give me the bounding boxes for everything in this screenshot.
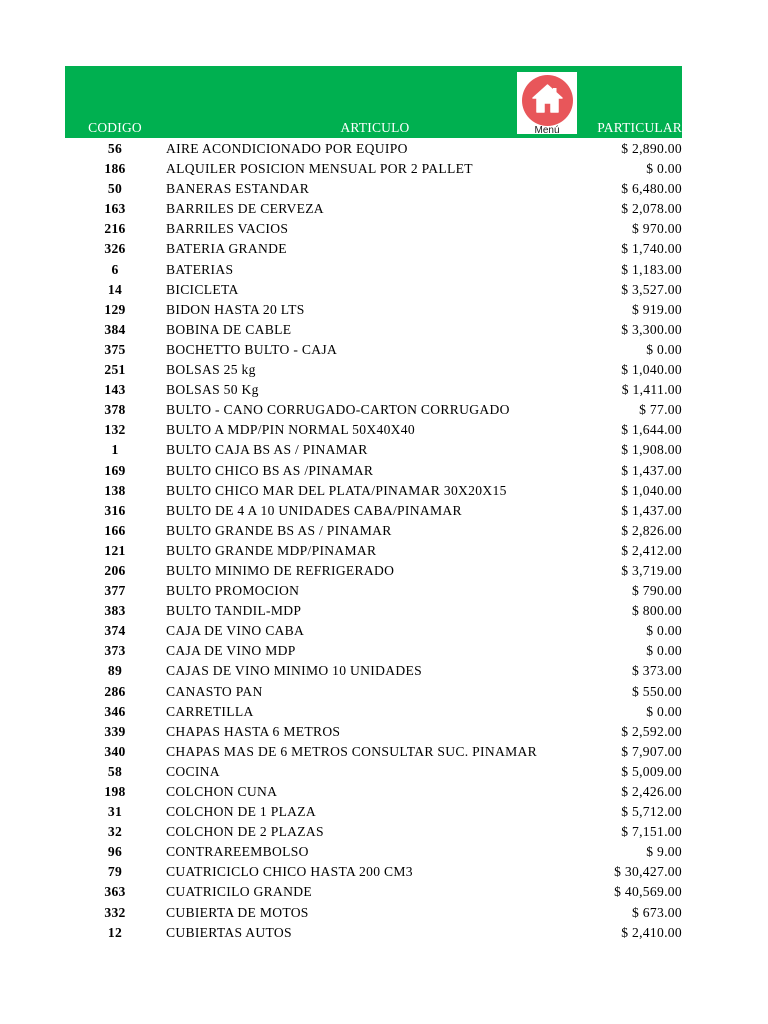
codigo-cell: 316 xyxy=(104,502,126,518)
codigo-cell: 206 xyxy=(104,562,126,578)
articulo-cell: CUBIERTA DE MOTOS xyxy=(166,904,309,920)
table-row xyxy=(65,300,682,320)
codigo-cell: 31 xyxy=(107,804,123,820)
articulo-cell: BOLSAS 50 Kg xyxy=(166,382,259,398)
table-row xyxy=(65,862,682,882)
table-row xyxy=(65,702,682,722)
articulo-cell: BATERIAS xyxy=(166,261,234,277)
table-row xyxy=(65,139,682,159)
codigo-cell: 383 xyxy=(104,603,126,619)
codigo-cell: 6 xyxy=(111,261,119,277)
particular-price-cell: $ 919.00 xyxy=(632,301,682,317)
articulo-cell: BOCHETTO BULTO - CAJA xyxy=(166,341,338,357)
particular-price-cell: $ 673.00 xyxy=(632,904,682,920)
table-row xyxy=(65,159,682,179)
particular-price-cell: $ 2,890.00 xyxy=(621,141,682,156)
articulo-cell: CONTRAREEMBOLSO xyxy=(166,844,309,860)
articulo-cell: CAJAS DE VINO MINIMO 10 UNIDADES xyxy=(166,663,422,679)
table-row xyxy=(65,239,682,259)
table-row xyxy=(65,682,682,702)
table-row xyxy=(65,842,682,862)
particular-price-cell: $ 7,151.00 xyxy=(621,824,682,840)
codigo-cell: 56 xyxy=(107,141,123,156)
table-row xyxy=(65,882,682,902)
articulo-cell: BULTO TANDIL-MDP xyxy=(166,603,302,619)
articulo-cell: CUATRICICLO CHICO HASTA 200 CM3 xyxy=(166,864,413,880)
table-row xyxy=(65,601,682,621)
articulo-cell: BULTO CHICO BS AS /PINAMAR xyxy=(166,462,374,478)
table-row xyxy=(65,561,682,581)
particular-price-cell: $ 970.00 xyxy=(632,221,682,237)
table-row xyxy=(65,461,682,481)
articulo-cell: BULTO GRANDE BS AS / PINAMAR xyxy=(166,522,392,538)
table-row xyxy=(65,320,682,340)
codigo-cell: 12 xyxy=(107,924,123,940)
table-row xyxy=(65,360,682,380)
home-icon xyxy=(522,75,573,126)
codigo-cell: 384 xyxy=(104,321,126,337)
codigo-cell: 377 xyxy=(104,583,126,599)
table-row xyxy=(65,400,682,420)
articulo-cell: BOBINA DE CABLE xyxy=(166,321,292,337)
articulo-cell: BULTO - CANO CORRUGADO-CARTON CORRUGADO xyxy=(166,402,510,418)
articulo-cell: CHAPAS MAS DE 6 METROS CONSULTAR SUC. PINAMAR xyxy=(166,743,537,759)
codigo-cell: 166 xyxy=(104,522,126,538)
articulo-cell: COCINA xyxy=(166,763,220,779)
table-row xyxy=(65,440,682,460)
codigo-cell: 373 xyxy=(104,643,126,659)
articulo-cell: BOLSAS 25 kg xyxy=(166,362,256,378)
particular-price-cell: $ 1,411.00 xyxy=(621,382,682,398)
articulo-cell: AIRE ACONDICIONADO POR EQUIPO xyxy=(166,141,408,156)
menu-label: Menú xyxy=(534,125,560,136)
table-row xyxy=(65,641,682,661)
codigo-cell: 216 xyxy=(104,221,126,237)
articulo-cell: CUBIERTAS AUTOS xyxy=(166,924,292,940)
particular-price-cell: $ 7,907.00 xyxy=(621,743,682,759)
particular-price-cell: $ 6,480.00 xyxy=(621,181,682,197)
table-row xyxy=(65,280,682,300)
particular-price-cell: $ 2,826.00 xyxy=(621,522,682,538)
table-row xyxy=(65,742,682,762)
codigo-cell: 378 xyxy=(104,402,126,418)
articulo-cell: BANERAS ESTANDAR xyxy=(166,181,310,197)
table-row xyxy=(65,340,682,360)
particular-price-cell: $ 5,712.00 xyxy=(621,804,682,820)
codigo-cell: 96 xyxy=(107,844,123,860)
particular-price-cell: $ 1,908.00 xyxy=(621,442,682,458)
particular-price-cell: $ 2,592.00 xyxy=(621,723,682,739)
articulo-cell: BATERIA GRANDE xyxy=(166,241,287,257)
table-row xyxy=(65,199,682,219)
articulo-cell: COLCHON CUNA xyxy=(166,784,278,799)
particular-price-cell: $ 5,009.00 xyxy=(621,763,682,779)
articulo-cell: BARRILES DE CERVEZA xyxy=(166,201,324,217)
articulo-cell: BARRILES VACIOS xyxy=(166,221,289,237)
table-row xyxy=(65,903,682,923)
articulo-cell: BULTO MINIMO DE REFRIGERADO xyxy=(166,562,395,578)
codigo-cell: 79 xyxy=(107,864,123,880)
column-header-articulo: ARTICULO xyxy=(340,120,410,135)
table-row xyxy=(65,802,682,822)
particular-price-cell: $ 1,740.00 xyxy=(621,241,682,257)
articulo-cell: ALQUILER POSICION MENSUAL POR 2 PALLET xyxy=(166,161,473,177)
particular-price-cell: $ 1,040.00 xyxy=(621,362,682,378)
codigo-cell: 286 xyxy=(104,683,126,699)
codigo-cell: 374 xyxy=(104,623,126,639)
table-row xyxy=(65,219,682,239)
codigo-cell: 32 xyxy=(107,824,123,840)
particular-price-cell: $ 2,426.00 xyxy=(621,784,682,799)
codigo-cell: 363 xyxy=(104,884,126,900)
codigo-cell: 58 xyxy=(107,763,123,779)
codigo-cell: 332 xyxy=(104,904,126,920)
table-row xyxy=(65,541,682,561)
articulo-cell: BULTO DE 4 A 10 UNIDADES CABA/PINAMAR xyxy=(166,502,462,518)
particular-price-cell: $ 0.00 xyxy=(646,623,682,639)
articulo-cell: BULTO GRANDE MDP/PINAMAR xyxy=(166,542,377,558)
table-header xyxy=(65,66,682,138)
articulo-cell: CUATRICILO GRANDE xyxy=(166,884,312,900)
articulo-cell: BULTO PROMOCION xyxy=(166,583,300,599)
particular-price-cell: $ 800.00 xyxy=(632,603,682,619)
codigo-cell: 163 xyxy=(104,201,126,217)
menu-button[interactable] xyxy=(517,72,577,134)
codigo-cell: 198 xyxy=(104,784,126,799)
table-row xyxy=(65,762,682,782)
particular-price-cell: $ 0.00 xyxy=(646,341,682,357)
particular-price-cell: $ 1,437.00 xyxy=(621,502,682,518)
particular-price-cell: $ 790.00 xyxy=(632,583,682,599)
particular-price-cell: $ 77.00 xyxy=(639,402,682,418)
articulo-cell: BICICLETA xyxy=(166,281,239,297)
particular-price-cell: $ 2,078.00 xyxy=(621,201,682,217)
price-sheet xyxy=(65,66,682,943)
articulo-cell: CARRETILLA xyxy=(166,703,254,719)
particular-price-cell: $ 30,427.00 xyxy=(614,864,682,880)
codigo-cell: 50 xyxy=(107,181,123,197)
table-row xyxy=(65,521,682,541)
particular-price-cell: $ 3,719.00 xyxy=(621,562,682,578)
codigo-cell: 132 xyxy=(104,422,126,438)
particular-price-cell: $ 1,040.00 xyxy=(621,482,682,498)
particular-price-cell: $ 0.00 xyxy=(646,703,682,719)
codigo-cell: 89 xyxy=(107,663,123,679)
column-header-particular: PARTICULAR xyxy=(597,120,682,135)
column-header-codigo: CODIGO xyxy=(88,120,142,135)
table-body xyxy=(65,139,682,943)
codigo-cell: 251 xyxy=(104,362,126,378)
particular-price-cell: $ 1,183.00 xyxy=(621,261,682,277)
articulo-cell: CHAPAS HASTA 6 METROS xyxy=(166,723,341,739)
table-row xyxy=(65,581,682,601)
particular-price-cell: $ 373.00 xyxy=(632,663,682,679)
codigo-cell: 129 xyxy=(104,301,126,317)
codigo-cell: 339 xyxy=(104,723,126,739)
table-row xyxy=(65,260,682,280)
codigo-cell: 121 xyxy=(104,542,126,558)
codigo-cell: 138 xyxy=(104,482,126,498)
table-row xyxy=(65,782,682,802)
particular-price-cell: $ 2,410.00 xyxy=(621,924,682,940)
codigo-cell: 186 xyxy=(104,161,126,177)
particular-price-cell: $ 3,527.00 xyxy=(621,281,682,297)
codigo-cell: 375 xyxy=(104,341,126,357)
articulo-cell: COLCHON DE 2 PLAZAS xyxy=(166,824,324,840)
table-row xyxy=(65,621,682,641)
particular-price-cell: $ 9.00 xyxy=(646,844,682,860)
codigo-cell: 169 xyxy=(104,462,126,478)
codigo-cell: 326 xyxy=(104,241,126,257)
articulo-cell: CAJA DE VINO MDP xyxy=(166,643,296,659)
particular-price-cell: $ 0.00 xyxy=(646,161,682,177)
particular-price-cell: $ 0.00 xyxy=(646,643,682,659)
articulo-cell: CAJA DE VINO CABA xyxy=(166,623,305,639)
table-row xyxy=(65,923,682,943)
particular-price-cell: $ 3,300.00 xyxy=(621,321,682,337)
table-row xyxy=(65,661,682,681)
codigo-cell: 346 xyxy=(104,703,126,719)
particular-price-cell: $ 550.00 xyxy=(632,683,682,699)
articulo-cell: BULTO CAJA BS AS / PINAMAR xyxy=(166,442,368,458)
particular-price-cell: $ 1,437.00 xyxy=(621,462,682,478)
table-row xyxy=(65,822,682,842)
articulo-cell: COLCHON DE 1 PLAZA xyxy=(166,804,317,820)
articulo-cell: CANASTO PAN xyxy=(166,683,263,699)
articulo-cell: BIDON HASTA 20 LTS xyxy=(166,301,305,317)
particular-price-cell: $ 2,412.00 xyxy=(621,542,682,558)
codigo-cell: 340 xyxy=(104,743,126,759)
articulo-cell: BULTO CHICO MAR DEL PLATA/PINAMAR 30X20X15 xyxy=(166,482,507,498)
codigo-cell: 1 xyxy=(111,442,119,458)
particular-price-cell: $ 40,569.00 xyxy=(614,884,682,900)
articulo-cell: BULTO A MDP/PIN NORMAL 50X40X40 xyxy=(166,422,415,438)
table-row xyxy=(65,481,682,501)
table-row xyxy=(65,179,682,199)
table-row xyxy=(65,380,682,400)
table-row xyxy=(65,722,682,742)
table-row xyxy=(65,501,682,521)
codigo-cell: 143 xyxy=(104,382,126,398)
table-row xyxy=(65,420,682,440)
codigo-cell: 14 xyxy=(107,281,123,297)
particular-price-cell: $ 1,644.00 xyxy=(621,422,682,438)
